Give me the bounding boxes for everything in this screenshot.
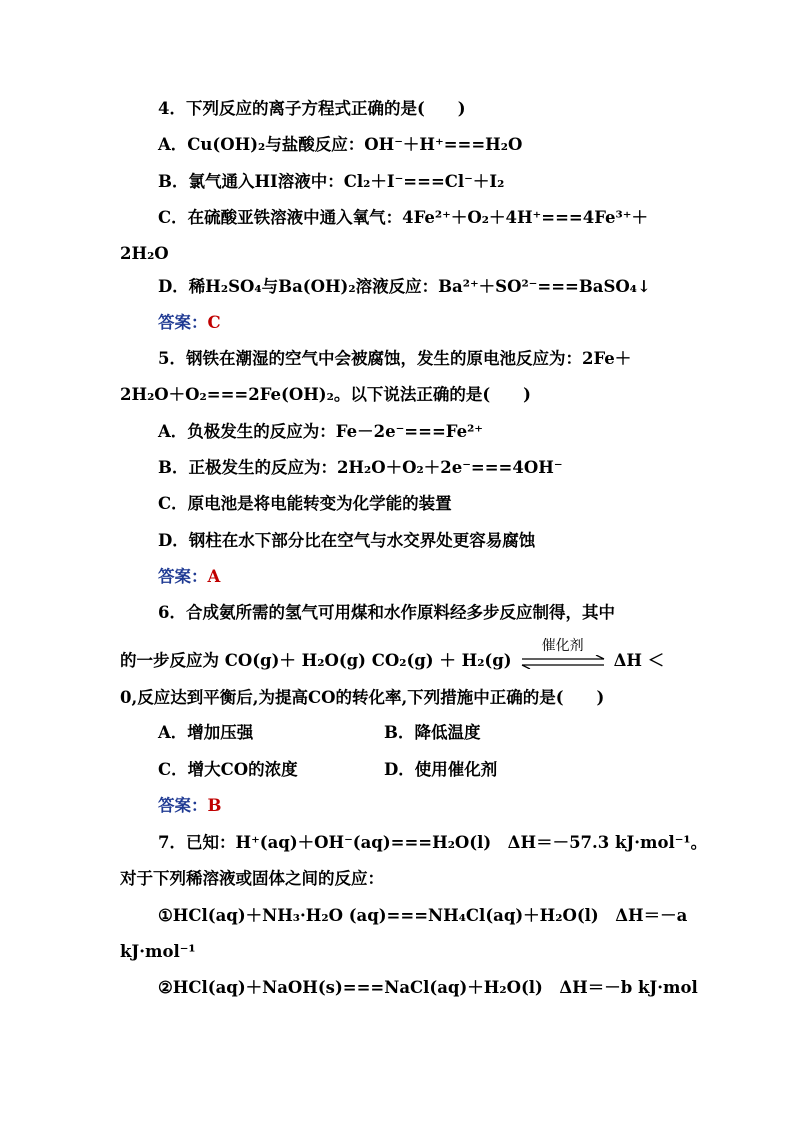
answer-value: A <box>207 567 221 586</box>
q4-option-a: A．Cu(OH)₂与盐酸反应：OH⁻＋H⁺===H₂O <box>158 135 523 154</box>
q5-option-d: D．钢柱在水下部分比在空气与水交界处更容易腐蚀 <box>158 531 536 550</box>
q6-reaction: 的一步反应为 CO(g)＋ H₂O(g) CO₂(g) ＋ H₂(g) <box>120 651 512 670</box>
q7-stem-line2: 对于下列稀溶液或固体之间的反应： <box>120 869 384 888</box>
q5-option-a: A．负极发生的反应为：Fe－2e⁻===Fe²⁺ <box>158 422 484 441</box>
answer-value: B <box>207 796 222 815</box>
q5-option-c: C．原电池是将电能转变为化学能的装置 <box>158 494 452 513</box>
q4-option-d: D．稀H₂SO₄与Ba(OH)₂溶液反应：Ba²⁺＋SO²⁻===BaSO₄↓ <box>158 277 651 296</box>
answer-value: C <box>207 313 221 332</box>
q6-stem-line3: 0,反应达到平衡后,为提高CO的转化率,下列措施中正确的是( ) <box>120 688 605 707</box>
q5-stem-line2: 2H₂O＋O₂===2Fe(OH)₂。以下说法正确的是( ) <box>120 385 531 404</box>
q7-reaction-2: ②HCl(aq)＋NaOH(s)===NaCl(aq)＋H₂O(l) ΔH＝－b kJ·mol <box>158 978 698 997</box>
q7-reaction-1-unit: kJ·mol⁻¹ <box>120 942 196 961</box>
q4-option-b: B．氯气通入HI溶液中：Cl₂＋I⁻===Cl⁻＋I₂ <box>158 172 505 191</box>
answer-label: 答案： <box>158 567 208 586</box>
q5-answer <box>158 566 220 588</box>
q5-stem-line1: 5．钢铁在潮湿的空气中会被腐蚀，发生的原电池反应为：2Fe＋ <box>158 349 632 368</box>
q4-answer <box>158 312 221 334</box>
q6-option-d: D．使用催化剂 <box>384 760 498 779</box>
q6-stem-line2 <box>120 637 665 673</box>
q6-stem-line1: 6．合成氨所需的氢气可用煤和水作原料经多步反应制得，其中 <box>158 603 615 622</box>
catalyst-label: 催化剂 <box>541 637 584 654</box>
equilibrium-arrow <box>520 637 606 673</box>
answer-label: 答案： <box>158 796 208 815</box>
q4-option-c-line1: C．在硫酸亚铁溶液中通入氧气：4Fe²⁺＋O₂＋4H⁺===4Fe³⁺＋ <box>158 208 648 227</box>
q6-answer <box>158 795 221 817</box>
q7-reaction-1: ①HCl(aq)＋NH₃·H₂O (aq)===NH₄Cl(aq)＋H₂O(l) ΔH＝－a <box>158 906 688 925</box>
reversible-arrow-icon <box>520 655 606 669</box>
q4-option-c-line2: 2H₂O <box>120 244 169 263</box>
q6-option-b: B．降低温度 <box>384 723 481 742</box>
answer-label: 答案： <box>158 313 208 332</box>
q4-stem: 4．下列反应的离子方程式正确的是( ) <box>158 99 466 118</box>
q6-option-c: C．增大CO的浓度 <box>158 760 298 779</box>
q5-option-b: B．正极发生的反应为：2H₂O＋O₂＋2e⁻===4OH⁻ <box>158 458 563 477</box>
q6-option-a: A．增加压强 <box>158 723 254 742</box>
q7-stem-line1: 7．已知：H⁺(aq)＋OH⁻(aq)===H₂O(l) ΔH＝－57.3 kJ·mol⁻¹。 <box>158 833 708 852</box>
q6-delta-h: ΔH ＜ <box>613 651 665 670</box>
